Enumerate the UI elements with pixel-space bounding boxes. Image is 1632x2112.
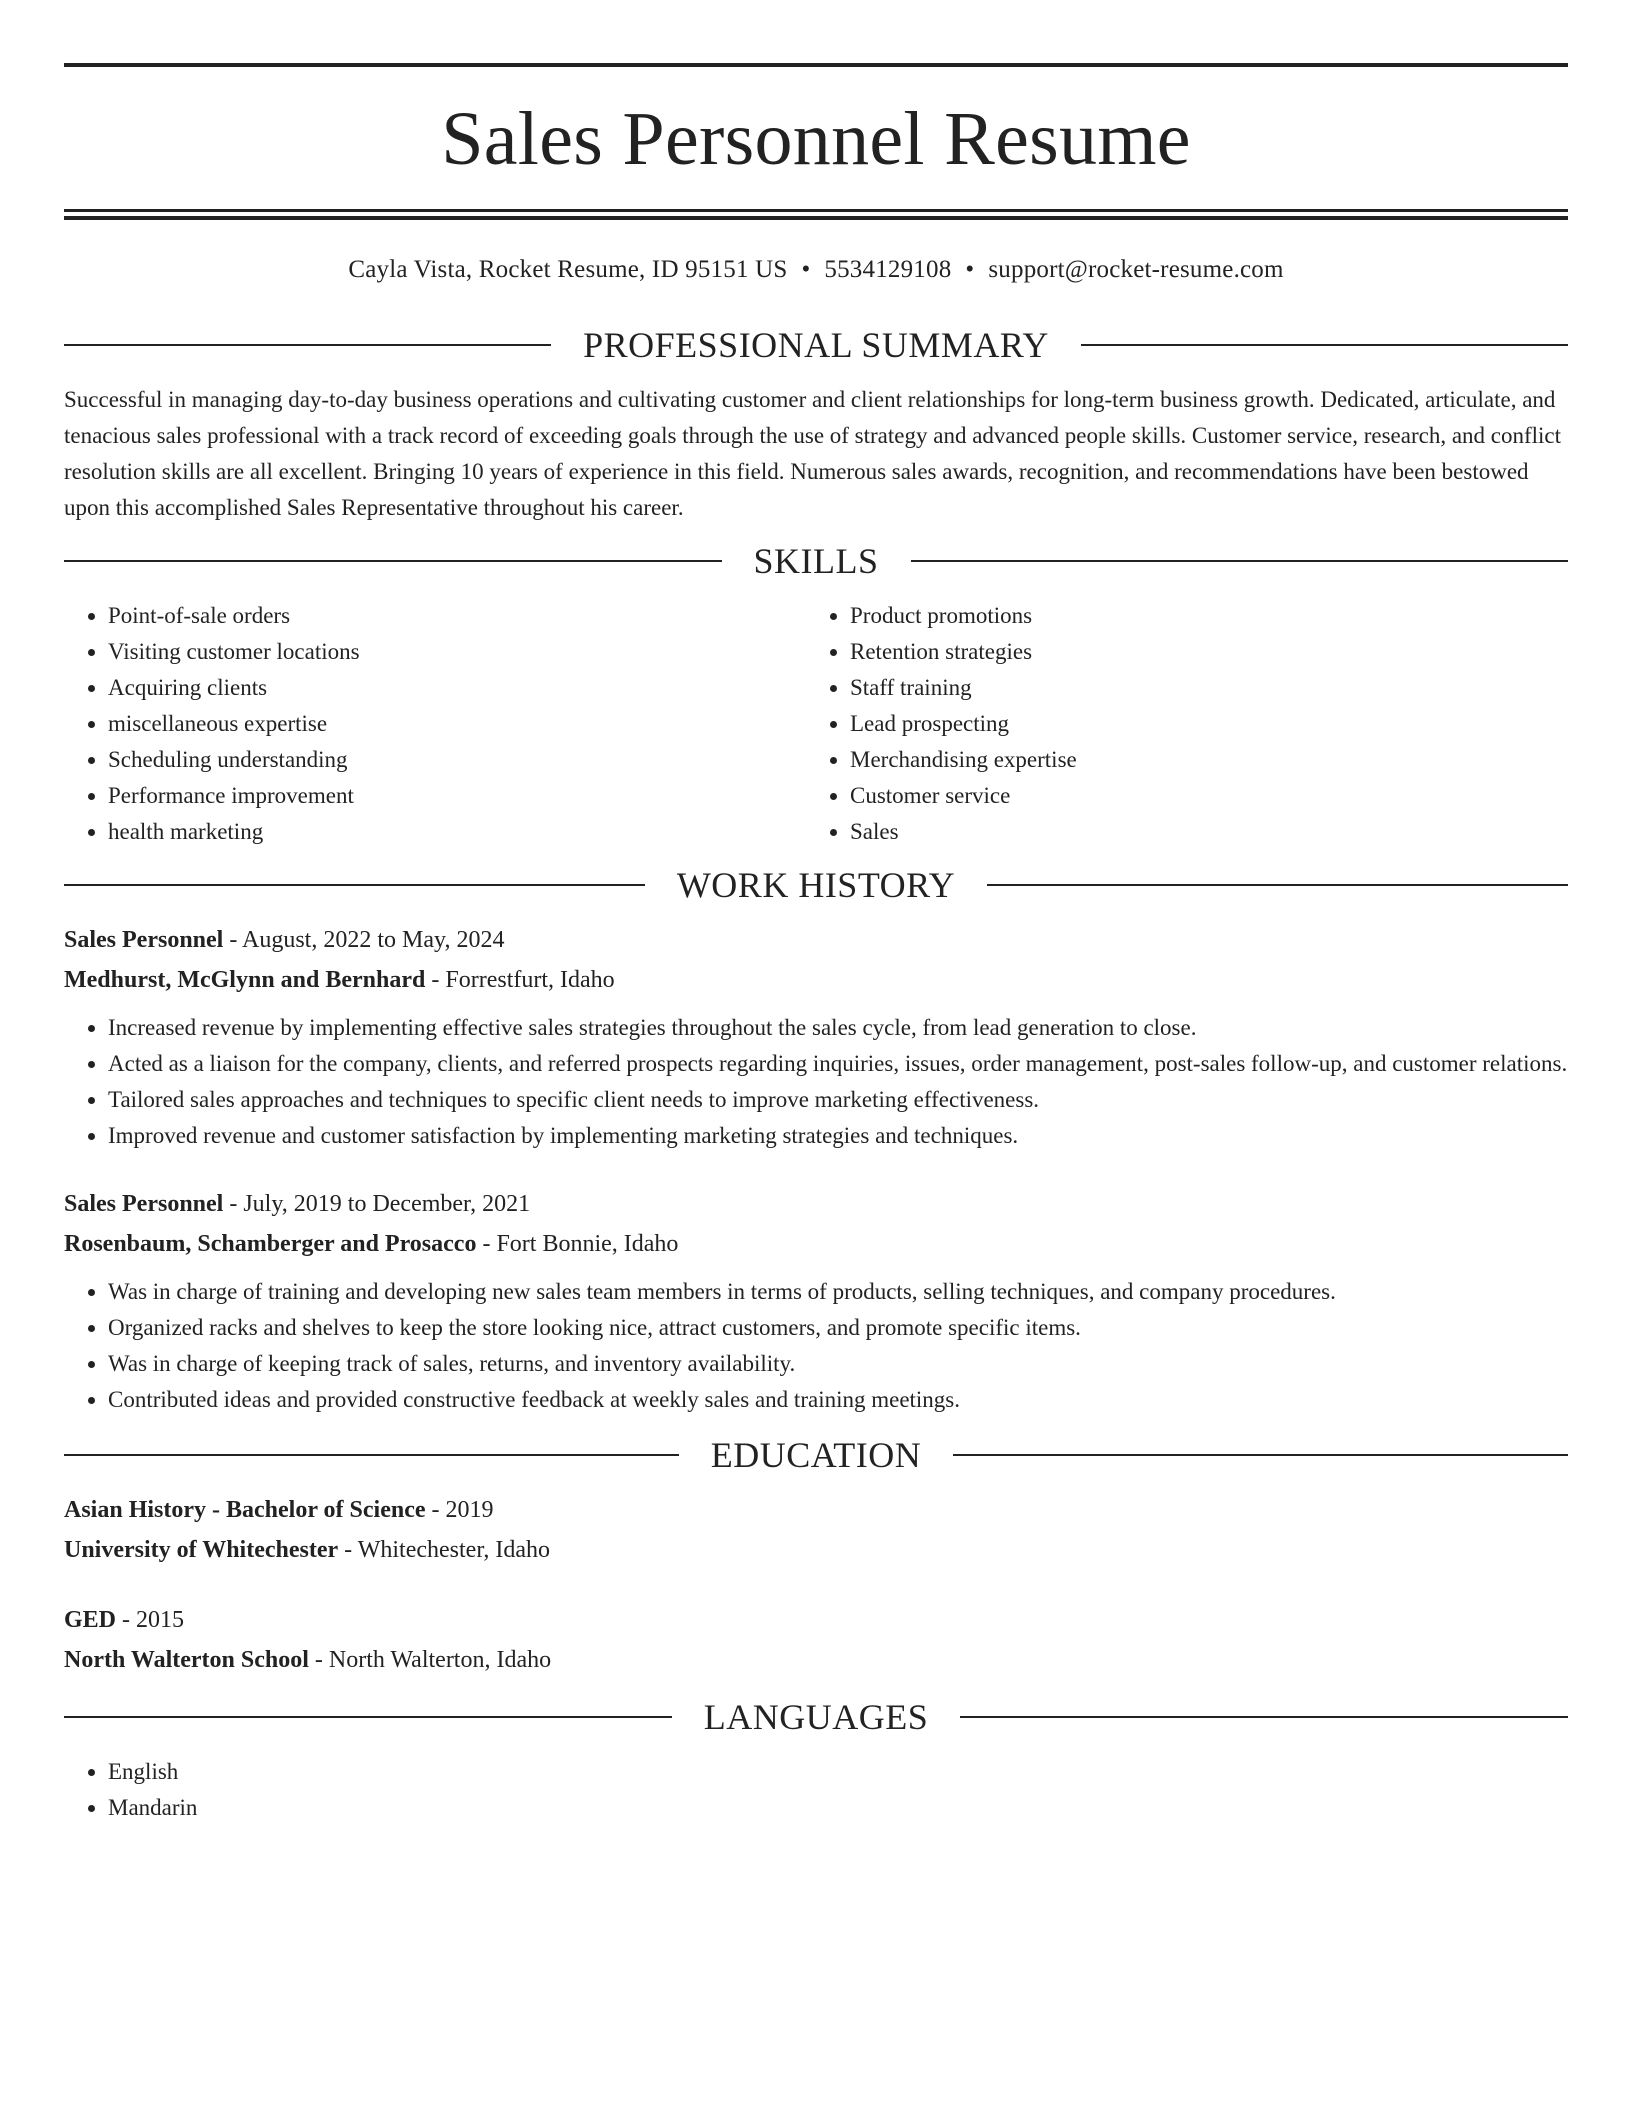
languages-section-heading (64, 1692, 1568, 1742)
job-bullets (64, 1274, 1568, 1418)
job-title-line (64, 1184, 1568, 1224)
education-degree-line (64, 1490, 1568, 1530)
summary-text: Successful in managing day-to-day business operations and cultivating customer and client relationships for long-term business growth. Dedicated, articulate, and tenacious sales professional with a track record of exceeding goals through the use of strategy and advanced people skills. Customer service, research, and conflict resolution skills are all excellent. Bringing 10 years of experience in this field. Numerous sales awards, recognition, and recommendations have been bestowed upon this accomplished Sales Representative throughout his career. (64, 387, 1562, 520)
heading-rule-left (64, 560, 722, 562)
job-title: Sales Personnel (64, 1191, 224, 1217)
summary-section-heading (64, 320, 1568, 370)
education-school-line (64, 1530, 1568, 1570)
contact-line (64, 255, 1568, 285)
contact-phone: 5534129108 (824, 256, 952, 283)
heading-rule-right (960, 1716, 1568, 1718)
skill-item: • health marketing (108, 814, 806, 850)
language-item: • Mandarin (108, 1790, 1568, 1826)
work-heading: WORK HISTORY (676, 865, 956, 905)
skills-grid (64, 598, 1568, 850)
job-bullet: • Tailored sales approaches and techniques to specific client needs to improve marketing effectiveness. (108, 1082, 1568, 1118)
job-bullet: • Organized racks and shelves to keep the store looking nice, attract customers, and promote specific items. (108, 1310, 1568, 1346)
heading-rule-right (953, 1454, 1568, 1456)
job-bullet: • Was in charge of training and developing new sales team members in terms of products, selling techniques, and company procedures. (108, 1274, 1568, 1310)
education-entry (64, 1490, 1568, 1570)
education-school: North Walterton School (64, 1647, 309, 1673)
skills-heading: SKILLS (753, 541, 879, 581)
education-year: - 2015 (116, 1607, 185, 1633)
job-bullet: • Contributed ideas and provided constructive feedback at weekly sales and training meetings. (108, 1382, 1568, 1418)
job-bullets (64, 1010, 1568, 1154)
skill-item: • Performance improvement (108, 778, 806, 814)
contact-separator: • (965, 256, 975, 283)
summary-heading: PROFESSIONAL SUMMARY (583, 325, 1049, 365)
job-bullet: • Improved revenue and customer satisfaction by implementing marketing strategies and techniques. (108, 1118, 1568, 1154)
heading-rule-left (64, 884, 645, 886)
skills-list-left (64, 598, 806, 850)
education-degree: Asian History - Bachelor of Science (64, 1497, 426, 1523)
resume-title: Sales Personnel Resume (441, 97, 1191, 181)
education-section-heading (64, 1430, 1568, 1480)
job-dates: - July, 2019 to December, 2021 (223, 1191, 531, 1217)
languages-list (64, 1754, 1568, 1826)
skill-item: • Visiting customer locations (108, 634, 806, 670)
skill-item: • Point-of-sale orders (108, 598, 806, 634)
skill-item: • miscellaneous expertise (108, 706, 806, 742)
education-year: - 2019 (425, 1497, 494, 1523)
skill-item: • Acquiring clients (108, 670, 806, 706)
skill-item: • Lead prospecting (850, 706, 1548, 742)
resume-page (64, 0, 1568, 1826)
skill-item: • Scheduling understanding (108, 742, 806, 778)
contact-address: Cayla Vista, Rocket Resume, ID 95151 US (348, 256, 788, 283)
language-item: • English (108, 1754, 1568, 1790)
heading-rule-left (64, 344, 551, 346)
job-company: Medhurst, McGlynn and Bernhard (64, 967, 426, 993)
job-dates: - August, 2022 to May, 2024 (223, 927, 505, 953)
job-company-line (64, 960, 1568, 1000)
education-degree-line (64, 1600, 1568, 1640)
job-company-line (64, 1224, 1568, 1264)
job-bullet: • Was in charge of keeping track of sales, returns, and inventory availability. (108, 1346, 1568, 1382)
languages-heading: LANGUAGES (703, 1697, 929, 1737)
skills-column-right (806, 598, 1548, 850)
education-entry (64, 1600, 1568, 1680)
education-location: - Whitechester, Idaho (338, 1537, 551, 1563)
heading-rule-right (1081, 344, 1568, 346)
job-bullet: • Increased revenue by implementing effective sales strategies throughout the sales cycle, from lead generation to close. (108, 1010, 1568, 1046)
education-heading: EDUCATION (710, 1435, 922, 1475)
heading-rule-left (64, 1716, 672, 1718)
job-entry (64, 1184, 1568, 1418)
education-location: - North Walterton, Idaho (308, 1647, 552, 1673)
heading-rule-left (64, 1454, 679, 1456)
job-company: Rosenbaum, Schamberger and Prosacco (64, 1231, 477, 1257)
education-degree: GED (64, 1607, 117, 1633)
skill-item: • Sales (850, 814, 1548, 850)
title-double-rule (64, 209, 1568, 220)
job-entry (64, 920, 1568, 1154)
heading-rule-right (987, 884, 1568, 886)
contact-separator: • (801, 256, 811, 283)
education-school-line (64, 1640, 1568, 1680)
heading-rule-right (911, 560, 1569, 562)
skills-list-right (806, 598, 1548, 850)
skill-item: • Merchandising expertise (850, 742, 1548, 778)
skills-column-left (64, 598, 806, 850)
education-school: University of Whitechester (64, 1537, 339, 1563)
skill-item: • Product promotions (850, 598, 1548, 634)
job-location: - Fort Bonnie, Idaho (476, 1231, 679, 1257)
job-title: Sales Personnel (64, 927, 224, 953)
work-section-heading (64, 860, 1568, 910)
job-title-line (64, 920, 1568, 960)
job-location: - Forrestfurt, Idaho (425, 967, 615, 993)
skills-section-heading (64, 536, 1568, 586)
job-bullet: • Acted as a liaison for the company, clients, and referred prospects regarding inquiries, issues, order management, post-sales follow-up, and customer relations. (108, 1046, 1568, 1082)
title-block (64, 63, 1568, 220)
skill-item: • Customer service (850, 778, 1548, 814)
skill-item: • Staff training (850, 670, 1548, 706)
contact-email: support@rocket-resume.com (988, 256, 1284, 283)
skill-item: • Retention strategies (850, 634, 1548, 670)
